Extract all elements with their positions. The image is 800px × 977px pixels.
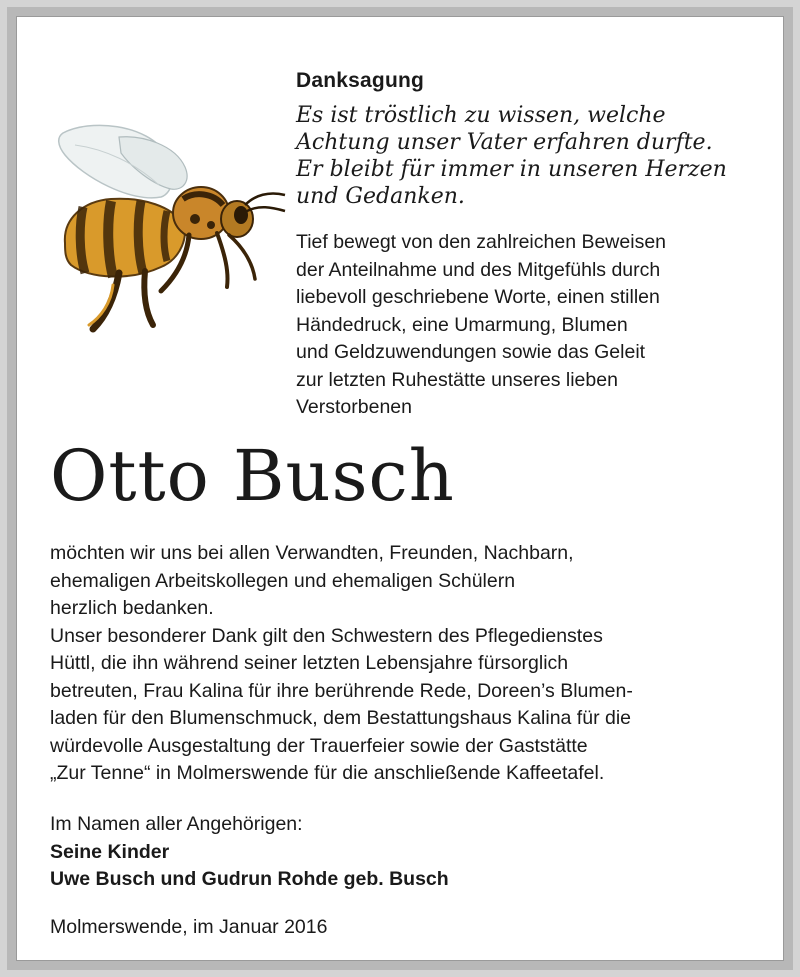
intro-line: Tief bewegt von den zahlreichen Beweisen <box>296 231 667 253</box>
signatory-line: Uwe Busch und Gudrun Rohde geb. Busch <box>50 868 449 890</box>
body-line: laden für den Blumenschmuck, dem Bestattungshaus Kalina für die <box>50 707 632 729</box>
body-line: Hüttl, die ihn während seiner letzten Lebensjahre fürsorglich <box>50 652 569 674</box>
intro-line: liebevoll geschriebene Worte, einen stillen <box>296 286 660 308</box>
bee-icon <box>49 115 289 337</box>
body-line: betreuten, Frau Kalina für ihre berührende Rede, Doreen’s Blumen- <box>50 679 633 702</box>
body-line: möchten wir uns bei allen Verwandten, Freunden, Nachbarn, <box>50 542 574 564</box>
signatory-line: Seine Kinder <box>50 840 170 863</box>
intro-line: Verstorbenen <box>296 396 413 418</box>
deceased-name: Otto Busch <box>50 435 455 517</box>
body-line: ehemaligen Arbeitskollegen und ehemaligen Schülern <box>50 569 516 592</box>
place-date: Molmerswende, im Januar 2016 <box>50 916 328 938</box>
body-line: „Zur Tenne“ in Molmerswende für die anschließende Kaffeetafel. <box>50 762 605 784</box>
quote-line: Er bleibt für immer in unseren Herzen <box>296 157 727 182</box>
body-paragraph <box>50 540 770 788</box>
body-line: herzlich bedanken. <box>50 597 214 619</box>
intro-line: Händedruck, eine Umarmung, Blumen <box>296 313 628 336</box>
quote-line: Achtung unser Vater erfahren durfte. <box>296 130 713 155</box>
closing-block <box>50 811 770 894</box>
body-line: Unser besonderer Dank gilt den Schwestern des Pflegedienstes <box>50 624 603 647</box>
body-line: würdevolle Ausgestaltung der Trauerfeier sowie der Gaststätte <box>50 734 588 757</box>
intro-line: und Geldzuwendungen sowie das Geleit <box>296 341 646 363</box>
notice-card <box>16 16 784 961</box>
intro-line: zur letzten Ruhestätte unseres lieben <box>296 368 618 391</box>
intro-paragraph <box>296 229 766 422</box>
intro-line: der Anteilnahme und des Mitgefühls durch <box>296 258 661 281</box>
quote-block <box>296 102 766 210</box>
notice-frame <box>7 7 793 970</box>
quote-line: Es ist tröstlich zu wissen, welche <box>296 103 666 128</box>
quote-line: und Gedanken. <box>296 184 465 209</box>
notice-heading: Danksagung <box>296 69 425 92</box>
closing-intro: Im Namen aller Angehörigen: <box>50 813 303 835</box>
